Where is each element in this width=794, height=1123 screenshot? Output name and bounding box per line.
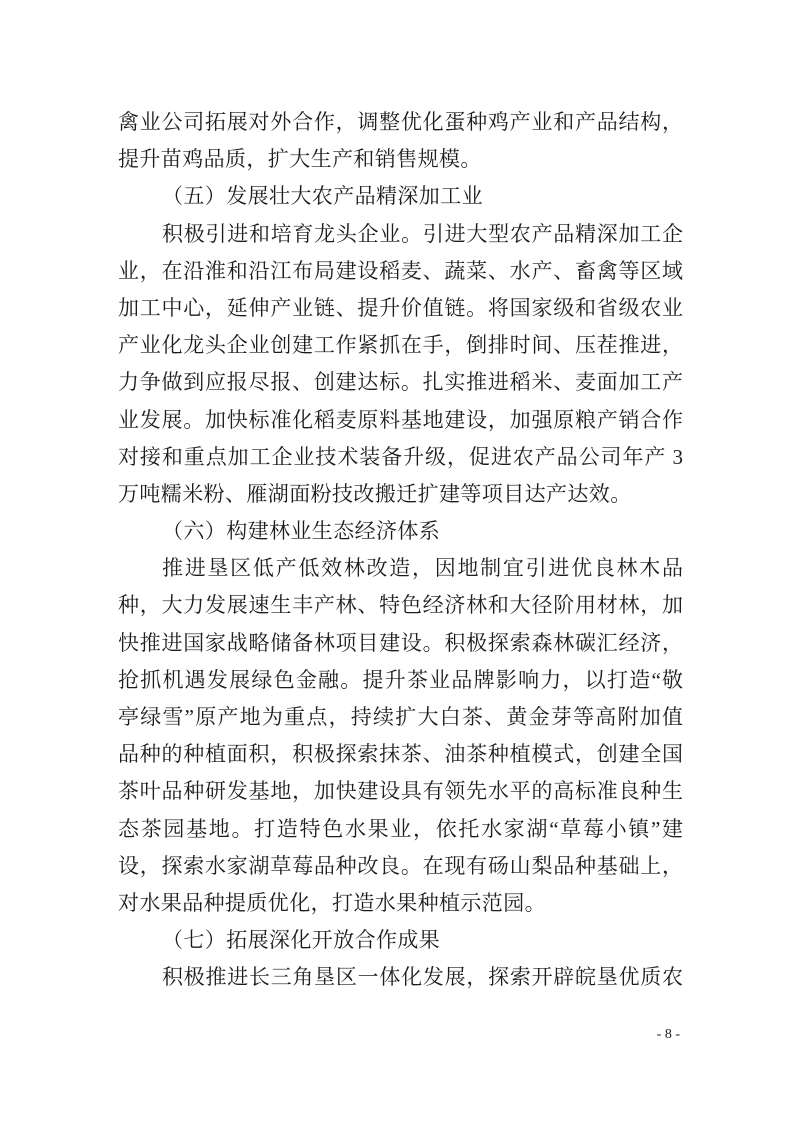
text-line: 对接和重点加工企业技术装备升级，促进农产品公司年产 3: [118, 444, 683, 469]
section-heading: （五）发展壮大农产品精深加工业: [162, 184, 483, 209]
text-line: 业发展。加快标准化稻麦原料基地建设，加强原粮产销合作: [118, 407, 683, 432]
text-line: 提升苗鸡品质，扩大生产和销售规模。: [118, 147, 482, 172]
text-line: 禽业公司拓展对外合作，调整优化蛋种鸡产业和产品结构，: [118, 110, 683, 134]
text-line: 快推进国家战略储备林项目建设。积极探索森林碳汇经济，: [118, 630, 683, 655]
page-number: - 8 -: [656, 1027, 680, 1042]
document-body: [118, 104, 683, 997]
text-line: 品种的种植面积，积极探索抹茶、油茶种植模式，创建全国: [118, 742, 683, 767]
section-heading: （七）拓展深化开放合作成果: [162, 928, 441, 953]
text-line: 积极推进长三角垦区一体化发展，探索开辟皖垦优质农: [162, 965, 683, 990]
section-heading: （六）构建林业生态经济体系: [162, 519, 441, 544]
text-line: 推进垦区低产低效林改造，因地制宜引进优良林木品: [162, 556, 683, 581]
text-line: 设，探索水家湖草莓品种改良。在现有砀山梨品种基础上，: [118, 853, 683, 878]
text-line: 产业化龙头企业创建工作紧抓在手，倒排时间、压茬推进，: [118, 333, 683, 358]
text-line: 力争做到应报尽报、创建达标。扎实推进稻米、麦面加工产: [118, 370, 683, 395]
text-line: 茶叶品种研发基地，加快建设具有领先水平的高标准良种生: [118, 779, 683, 804]
text-line: 积极引进和培育龙头企业。引进大型农产品精深加工企: [162, 221, 683, 246]
text-line: 业，在沿淮和沿江布局建设稻麦、蔬菜、水产、畜禽等区域: [118, 258, 683, 283]
text-line: 亭绿雪”原产地为重点，持续扩大白茶、黄金芽等高附加值: [118, 705, 683, 729]
text-line: 种，大力发展速生丰产林、特色经济林和大径阶用材林，加: [118, 593, 683, 618]
text-line: 对水果品种提质优化，打造水果种植示范园。: [118, 890, 546, 915]
text-line: 抢抓机遇发展绿色金融。提升茶业品牌影响力，以打造“敬: [118, 667, 683, 692]
text-line: 态茶园基地。打造特色水果业，依托水家湖“草莓小镇”建: [118, 816, 683, 841]
text-line: 加工中心，延伸产业链、提升价值链。将国家级和省级农业: [118, 295, 683, 320]
text-line: 万吨糯米粉、雁湖面粉技改搬迁扩建等项目达产达效。: [118, 481, 632, 506]
